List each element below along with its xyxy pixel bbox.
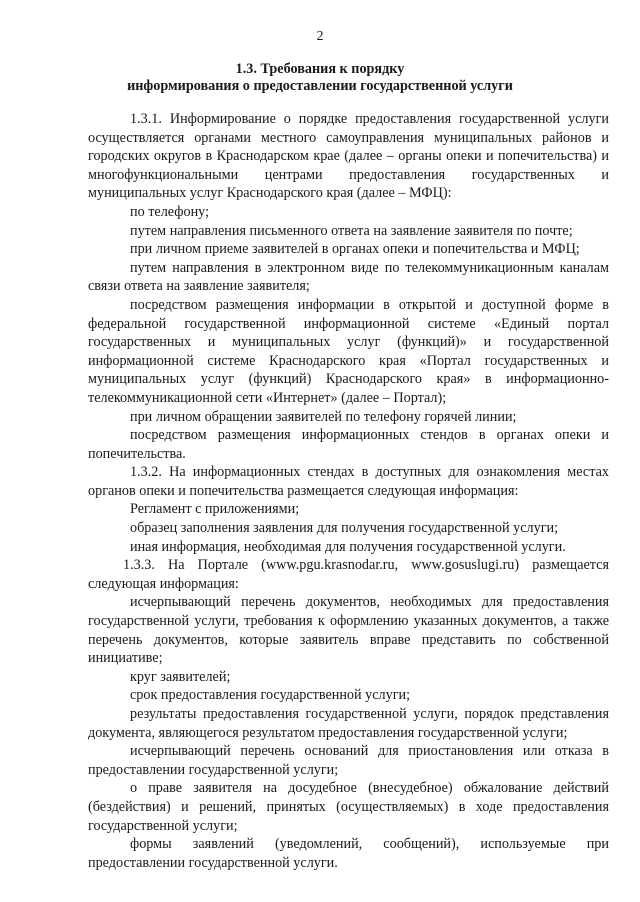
list-item-documents: исчерпывающий перечень документов, необходимых для предоставления государственной услуги, требования к оформлению указанных документов, а также перечень документов, которые заявитель вправе представить по собственной инициативе;	[88, 594, 609, 667]
list-item-appeal: о праве заявителя на досудебное (внесудебное) обжалование действий (бездействия) и решений, принятых (осуществляемых) в ходе предоставления государственной услуги;	[88, 780, 609, 834]
list-item-other-info: иная информация, необходимая для получения государственной услуги.	[130, 538, 566, 555]
list-item-portal: посредством размещения информации в открытой и доступной форме в федеральной государственной информационной системе «Единый портал государственных и муниципальных услуг (функций)» и государственной информационной системе Краснодарского края «Портал государственных и муниципальных услуг (функций) Краснодарского края» в информационно-телекоммуникационной сети «Интернет» (далее – Портал);	[88, 296, 609, 406]
list-item-term: срок предоставления государственной услуги;	[130, 687, 411, 704]
list-item-grounds: исчерпывающий перечень оснований для приостановления или отказа в предоставлении государственной услуги;	[88, 743, 609, 778]
page-number: 2	[316, 29, 324, 44]
list-item-mail: путем направления письменного ответа на заявление заявителя по почте;	[130, 222, 573, 239]
list-item-regulation: Регламент с приложениями;	[130, 501, 300, 518]
section-heading-line-2: информирования о предоставлении государственной услуги	[127, 78, 513, 94]
paragraph-1-3-2: 1.3.2. На информационных стендах в доступных для ознакомления местах органов опеки и попечительства размещается следующая информация:	[88, 464, 609, 499]
list-item-hotline: при личном обращении заявителей по телефону горячей линии;	[130, 408, 517, 425]
document-body	[88, 110, 609, 872]
list-item-results: результаты предоставления государственной услуги, порядок представления документа, являющегося результатом предоставления государственной услуги;	[88, 706, 609, 741]
list-item-sample-form: образец заполнения заявления для получения государственной услуги;	[130, 520, 559, 537]
list-item-personal-reception: при личном приеме заявителей в органах опеки и попечительства и МФЦ;	[130, 241, 580, 258]
paragraph-1-3-1: 1.3.1. Информирование о порядке предоставления государственной услуги осуществляется органами местного самоуправления муниципальных районов и городских округов в Краснодарском крае (далее – органы опеки и попечительства) и многофункциональными центрами предоставления государственных и муниципальных услуг Краснодарского края (далее – МФЦ):	[88, 111, 609, 202]
list-item-stands: посредством размещения информационных стендов в органах опеки и попечительства.	[88, 427, 609, 462]
section-heading-line-1: 1.3. Требования к порядку	[235, 61, 405, 77]
paragraph-1-3-3: 1.3.3. На Портале (www.pgu.krasnodar.ru, www.gosuslugi.ru) размещается следующая информация:	[88, 557, 609, 592]
list-item-forms: формы заявлений (уведомлений, сообщений), используемые при предоставлении государственной услуги.	[88, 836, 609, 871]
list-item-electronic: путем направления в электронном виде по телекоммуникационным каналам связи ответа на заявление заявителя;	[88, 259, 609, 295]
section-heading	[0, 61, 640, 95]
list-item-applicants: круг заявителей;	[130, 668, 231, 685]
list-item-phone: по телефону;	[130, 203, 210, 220]
